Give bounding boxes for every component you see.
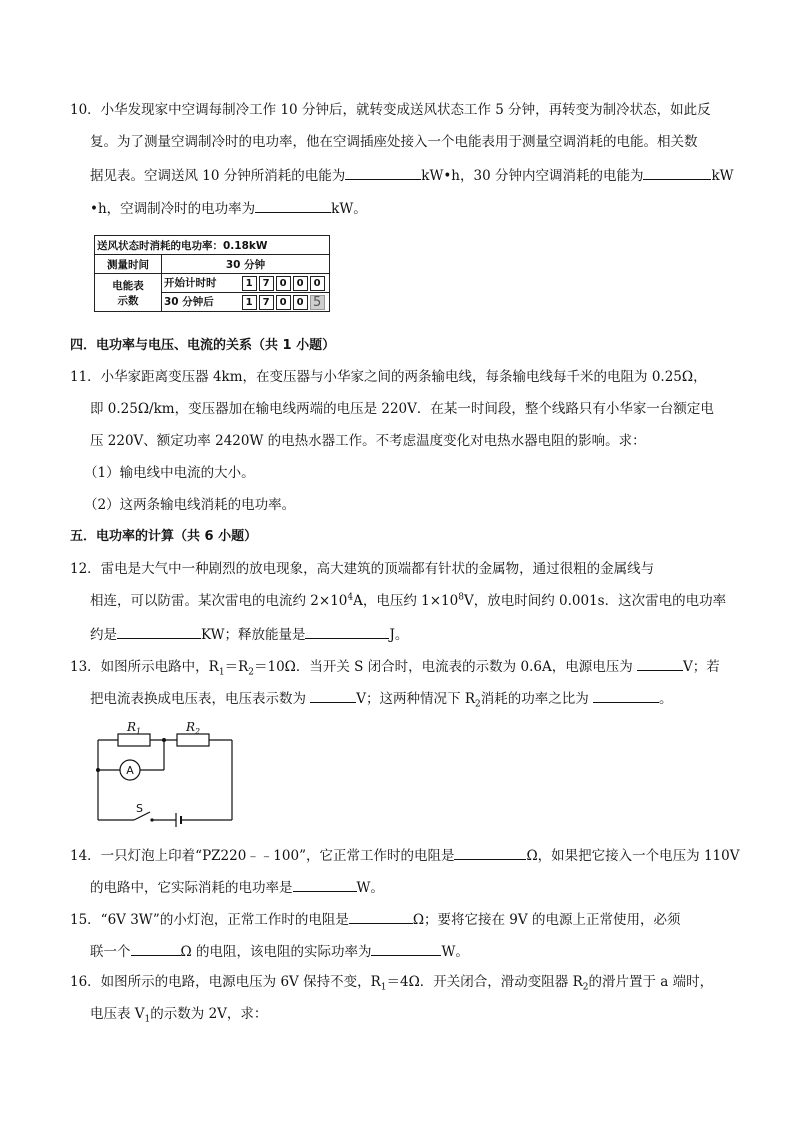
q12-text: KW；释放能量是 (201, 627, 306, 643)
table-cell: 30 分钟 (162, 255, 330, 274)
q10-text: 据见表。空调送风 10 分钟所消耗的电能为 (90, 168, 346, 184)
q13-text: 。 (659, 691, 673, 707)
q16-line-2 (90, 1005, 267, 1023)
q10-text: kW。 (331, 201, 367, 217)
answer-blank[interactable] (131, 941, 181, 956)
resistor-r1 (118, 734, 150, 746)
q16-text: 的滑片置于 a 端时， (588, 974, 714, 990)
q12-text: J。 (389, 627, 409, 643)
meter-end-digits (242, 295, 325, 310)
q12-line-3 (90, 624, 408, 644)
answer-blank[interactable] (643, 165, 711, 180)
q16-text: 电压表 V (90, 1006, 145, 1022)
q12-line-1: 12．雷电是大气中一种剧烈的放电现象，高大建筑的顶端都有针状的金属物，通过很粗的金属线与 (70, 561, 655, 577)
q11-part-2: （2）这两条输电线消耗的电功率。 (84, 497, 296, 513)
meter-digit: 7 (259, 295, 274, 310)
meter-digit: 1 (242, 276, 257, 291)
q10-line-2: 复。为了测量空调制冷时的电功率，他在空调插座处接入一个电能表用于测量空调消耗的电能。相关数 (90, 134, 698, 150)
q10-text: •h，空调制冷时的电功率为 (90, 201, 256, 217)
q10-line-1: 10．小华发现家中空调每制冷工作 10 分钟后，就转变成送风状态工作 5 分钟，再转变为制冷状态，如此反 (70, 102, 711, 118)
answer-blank[interactable] (305, 624, 389, 639)
q13-text: ＝10Ω．当开关 S 闭合时，电流表的示数为 0.6A，电源电压为 (253, 659, 633, 675)
q15-line-2 (90, 941, 469, 961)
meter-table (94, 235, 330, 312)
table-cell (162, 293, 330, 312)
q14-line-2 (90, 877, 384, 897)
answer-blank[interactable] (345, 165, 421, 180)
meter-digit: 0 (276, 276, 291, 291)
q14-text: 14．一只灯泡上印着“PZ220﹣﹣100”，它正常工作时的电阻是 (70, 848, 455, 864)
table-cell: 测量时间 (95, 255, 162, 274)
table-cell: 送风状态时消耗的电功率：0.18kW (95, 236, 330, 255)
exponent: 8 (458, 592, 464, 603)
q12-line-2 (90, 592, 726, 610)
q16-line-1 (70, 973, 713, 991)
meter-digit: 0 (310, 276, 325, 291)
answer-blank[interactable] (310, 688, 356, 703)
answer-blank[interactable] (117, 624, 201, 639)
answer-blank[interactable] (293, 877, 357, 892)
subscript: 1 (218, 667, 225, 678)
q13-text: ＝R (224, 659, 249, 675)
q10-line-3 (90, 165, 734, 185)
q15-text: Ω；要将它接在 9V 的电源上正常使用，必须 (412, 912, 681, 928)
q14-line-1 (70, 845, 740, 865)
q16-text: ＝4Ω．开关闭合，滑动变阻器 R (386, 974, 583, 990)
q14-text: Ω，如果把它接入一个电压为 110V (526, 848, 740, 864)
r2-label: $R_2$ (186, 720, 201, 736)
q15-line-1 (70, 909, 680, 929)
subscript: 1 (380, 982, 387, 993)
meter-digit: 0 (293, 276, 308, 291)
q15-text: 15．“6V 3W”的小灯泡，正常工作时的电阻是 (70, 912, 349, 928)
q10-text: kW•h，30 分钟内空调消耗的电能为 (421, 168, 644, 184)
exponent: 4 (347, 592, 354, 603)
q13-line-1 (70, 656, 720, 676)
answer-blank[interactable] (371, 941, 441, 956)
q12-text: 相连，可以防雷。某次雷电的电流约 2×10 (90, 593, 348, 609)
section-heading: 四．电功率与电压、电流的关系（共 1 小题） (70, 338, 336, 353)
resistor-r2 (177, 734, 209, 746)
q11-line-2: 即 0.25Ω/km，变压器加在输电线两端的电压是 220V．在某一时间段，整个线路只有小华家一台额定电 (90, 401, 714, 417)
subscript: 1 (144, 1014, 151, 1025)
meter-digit: 0 (276, 295, 291, 310)
answer-blank[interactable] (349, 909, 413, 924)
q13-text: 把电流表换成电压表，电压表示数为 (90, 691, 306, 707)
section-heading: 五．电功率的计算（共 6 小题） (70, 529, 258, 544)
q16-text: 的示数为 2V，求： (150, 1006, 268, 1022)
subscript: 2 (582, 982, 589, 993)
q12-text: V，放电时间约 0.001s．这次雷电的电功率 (463, 593, 727, 609)
end-label: 30 分钟后 (164, 296, 214, 309)
q12-text: 约是 (90, 627, 117, 643)
subscript: 2 (475, 699, 481, 710)
q15-text: W。 (441, 944, 469, 960)
circuit-diagram (90, 720, 240, 835)
q13-text: 消耗的功率之比为 (480, 691, 589, 707)
subscript: 2 (248, 667, 254, 678)
q14-text: W。 (356, 880, 384, 896)
q15-text: 联一个 (90, 944, 131, 960)
q11-line-3: 压 220V、额定功率 2420W 的电热水器工作。不考虑温度变化对电热水器电阻的影响。求： (90, 433, 646, 449)
meter-digit: 1 (242, 295, 257, 310)
q13-text: V；这两种情况下 R (356, 691, 476, 707)
answer-blank[interactable] (255, 198, 331, 213)
q11-line-1: 11．小华家距离变压器 4km，在变压器与小华家之间的两条输电线，每条输电线每千米的电阻为 0.25Ω， (70, 369, 707, 385)
meter-digit: 7 (259, 276, 274, 291)
meter-digit: 0 (293, 295, 308, 310)
table-cell (162, 274, 330, 293)
answer-blank[interactable] (593, 688, 659, 703)
meter-label: 示数 (117, 294, 139, 307)
meter-start-digits (242, 276, 325, 291)
q13-text: 13．如图所示电路中，R (70, 659, 219, 675)
q14-text: 的电路中，它实际消耗的电功率是 (90, 880, 293, 896)
q15-text: Ω 的电阻，该电阻的实际功率为 (180, 944, 372, 960)
answer-blank[interactable] (454, 845, 526, 860)
ammeter-label: A (126, 764, 134, 777)
q11-part-1: （1）输电线中电流的大小。 (84, 465, 255, 481)
start-label: 开始计时时 (164, 277, 217, 290)
q13-text: V；若 (683, 659, 720, 675)
answer-blank[interactable] (637, 656, 683, 671)
meter-label: 电能表 (112, 279, 144, 292)
r1-label: $R_1$ (127, 720, 142, 736)
q16-text: 16．如图所示的电路，电源电压为 6V 保持不变，R (70, 974, 381, 990)
q13-line-2 (90, 688, 673, 708)
meter-digit: 5 (310, 295, 325, 310)
table-cell (95, 274, 162, 312)
q12-text: A，电压约 1×10 (353, 593, 459, 609)
q10-line-4 (90, 198, 367, 218)
q10-text: kW (711, 168, 734, 184)
switch-label: S (136, 802, 143, 815)
